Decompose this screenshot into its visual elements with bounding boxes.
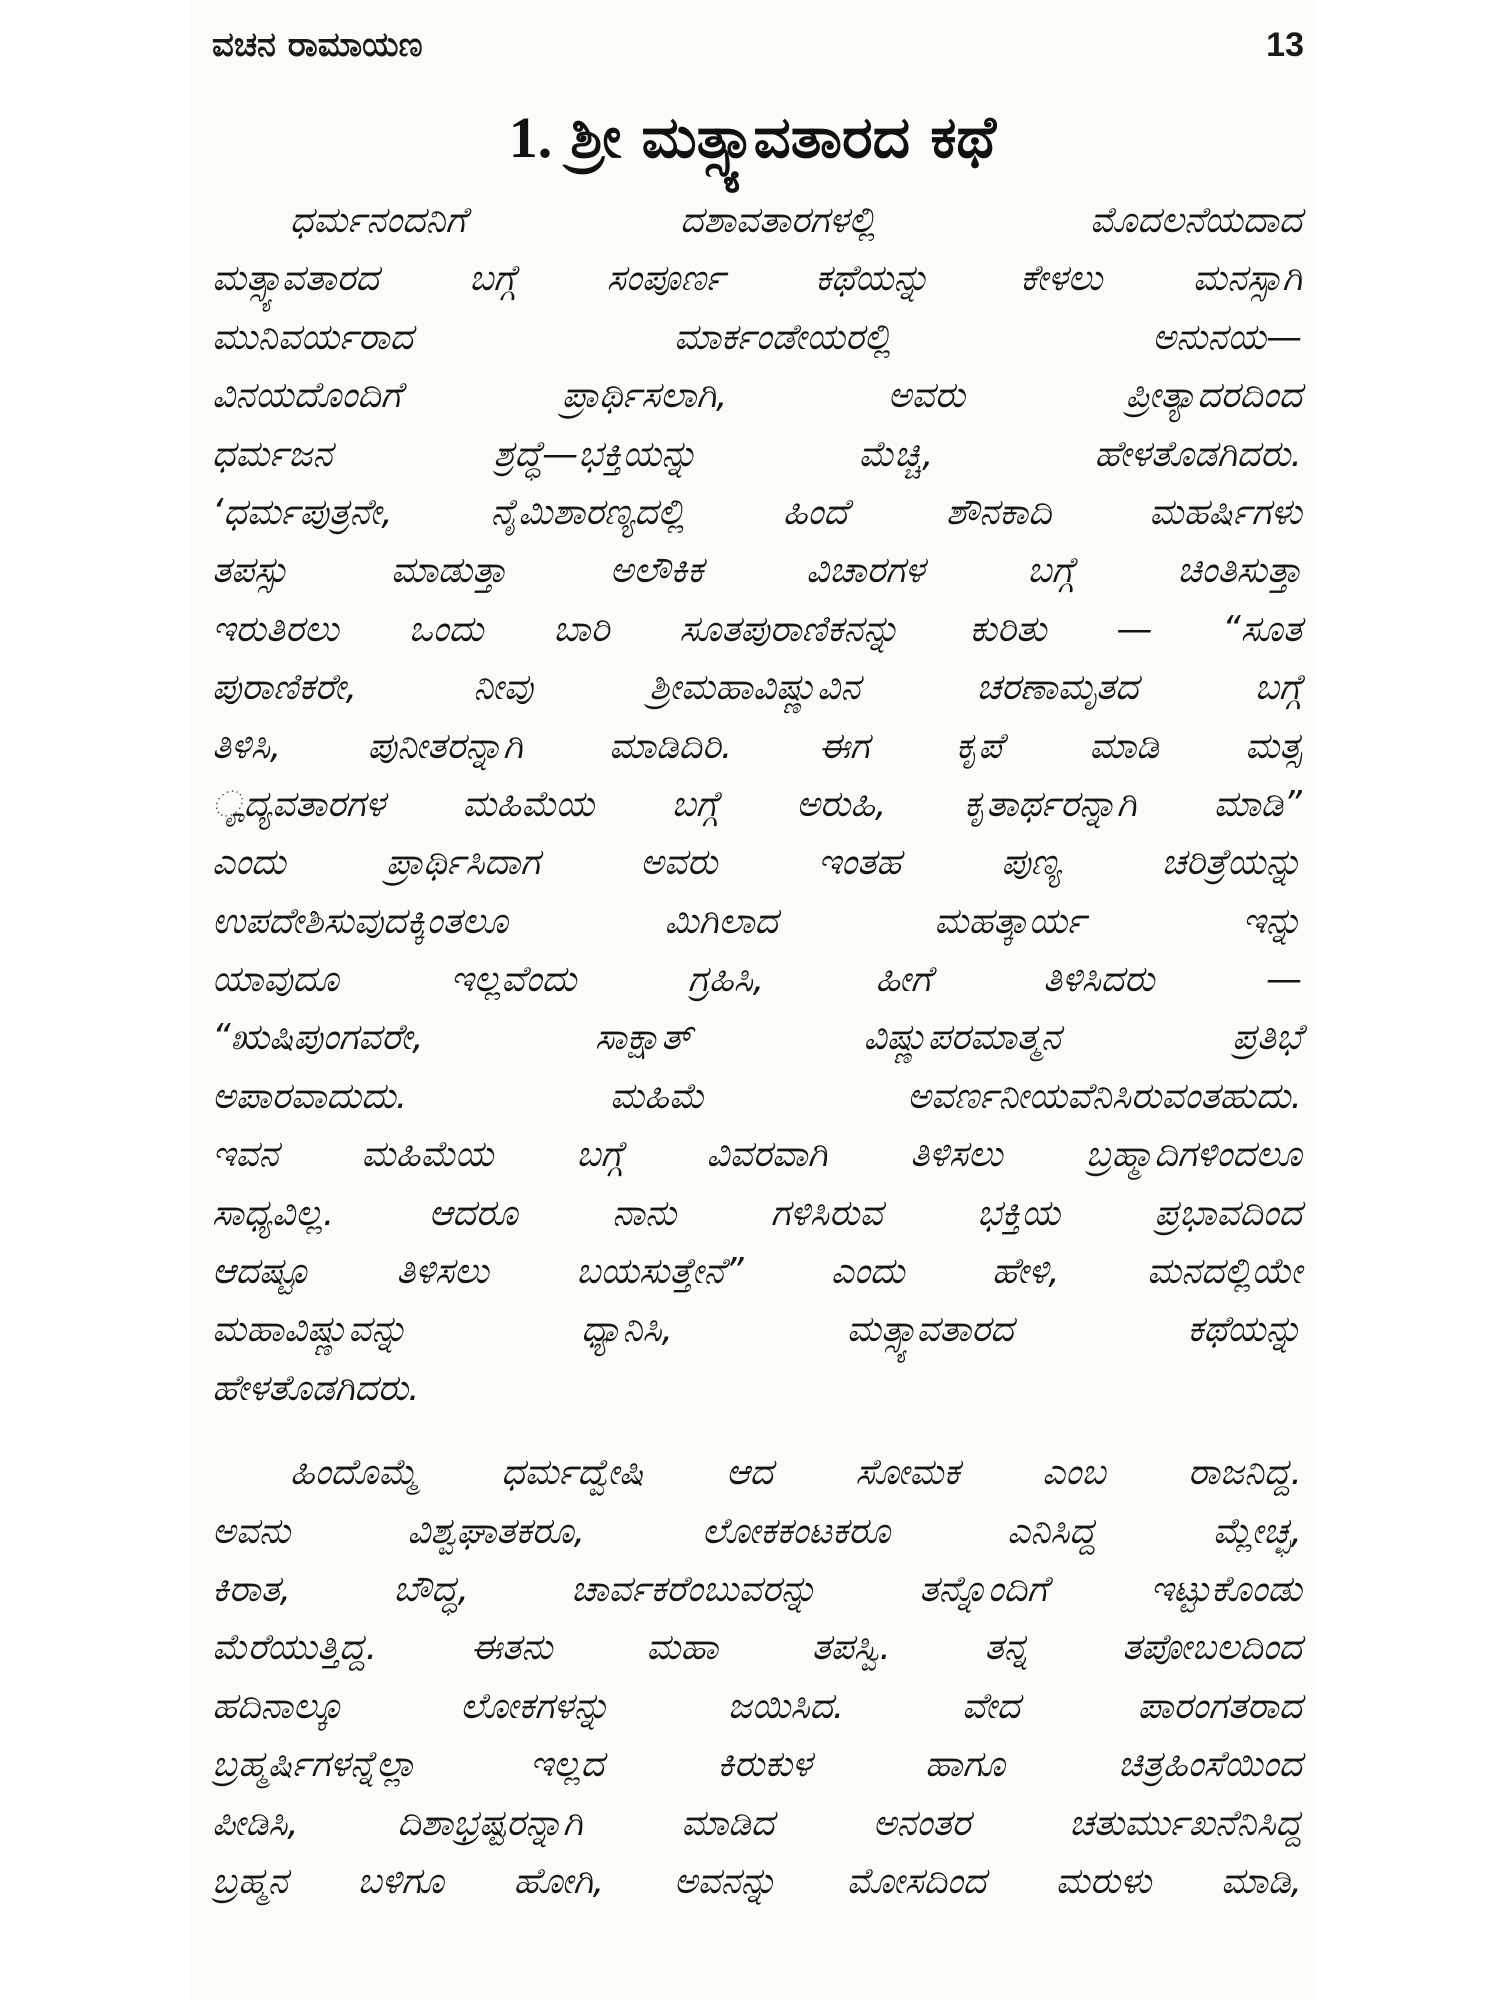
word: ಎಂದು bbox=[212, 842, 286, 884]
word: ಎಂದು bbox=[830, 1251, 905, 1293]
text-line bbox=[212, 784, 1302, 842]
text-line bbox=[212, 1134, 1302, 1192]
word: ತಿಳಿಸಲು bbox=[396, 1251, 489, 1293]
word: ಶೌನಕಾದಿ bbox=[946, 491, 1052, 533]
word: ಧರ್ಮನಂದನಿಗೆ bbox=[290, 200, 467, 241]
word: ಪ್ರಭಾವದಿಂದ bbox=[1154, 1192, 1302, 1234]
word: ಮಾಡಿದಿರಿ. bbox=[608, 725, 733, 767]
text-line bbox=[212, 1803, 1302, 1861]
word: ಮಾಡುತ್ತಾ bbox=[390, 550, 508, 592]
word: ಬಯಸುತ್ತೇನೆ” bbox=[576, 1251, 744, 1293]
word: ಚರಿತ್ರೆಯನ್ನು bbox=[1161, 842, 1302, 884]
word: ನಾನು bbox=[612, 1192, 677, 1234]
word: ಆದ bbox=[725, 1452, 773, 1494]
word: ಮತ್ಸ bbox=[1245, 725, 1302, 767]
word: ಈತನು bbox=[470, 1627, 553, 1669]
word: ಭಕ್ತಿಯ bbox=[976, 1192, 1061, 1234]
word: ಹೋಗಿ, bbox=[513, 1860, 605, 1902]
word: ಒಂದು bbox=[408, 608, 484, 650]
word: ಬ್ರಹ್ಮರ್ಷಿಗಳನ್ನೆಲ್ಲಾ bbox=[212, 1744, 417, 1786]
word: ಬೌದ್ಧ, bbox=[393, 1568, 469, 1610]
word: ರಾಜನಿದ್ದ. bbox=[1188, 1452, 1302, 1494]
word: ಹೇಳತೊಡಗಿದರು. bbox=[1094, 433, 1302, 475]
word: ಕೇಳಲು bbox=[1020, 258, 1103, 300]
word: ಪ್ರೀತ್ಯಾದರದಿಂದ bbox=[1125, 375, 1302, 417]
word: ಮನದಲ್ಲಿಯೇ bbox=[1146, 1251, 1302, 1293]
word: ಹಿಂದೊಮ್ಮೆ bbox=[290, 1452, 419, 1494]
word: ಮರುಳು bbox=[1055, 1860, 1152, 1902]
word: ಇಲ್ಲದ bbox=[529, 1744, 605, 1786]
word: ಹೀಗೆ bbox=[875, 959, 932, 1001]
word: ಅಲೌಕಿಕ bbox=[609, 550, 704, 592]
book-title: ವಚನ ರಾಮಾಯಣ bbox=[212, 25, 423, 65]
word: ಬಗ್ಗೆ bbox=[576, 1134, 624, 1176]
word: ಕಿರುಕುಳ bbox=[717, 1744, 812, 1786]
word: ಲೋಕಕಂಟಕರೂ bbox=[702, 1510, 891, 1552]
word: ಪ್ರಾರ್ಥಿಸಿದಾಗ bbox=[386, 842, 540, 884]
word: ಮಾರ್ಕಂಡೇಯರಲ್ಲಿ bbox=[673, 316, 892, 358]
word: ಸಾಧ್ಯವಿಲ್ಲ. bbox=[212, 1192, 335, 1234]
word: ಈಗ bbox=[818, 725, 870, 767]
word: ಸೋಮಕ bbox=[855, 1452, 960, 1494]
word: ಧ್ಯಾನಿಸಿ, bbox=[581, 1309, 673, 1351]
word: ಅವನನ್ನು bbox=[673, 1860, 778, 1902]
text-line bbox=[212, 1193, 1302, 1251]
word: ಮುನಿವರ್ಯರಾದ bbox=[212, 316, 414, 358]
word: ಬಗ್ಗೆ bbox=[671, 783, 719, 825]
word: ಮೆರೆಯುತ್ತಿದ್ದ. bbox=[212, 1627, 378, 1669]
text-line bbox=[212, 667, 1302, 725]
word: ಅರುಹಿ, bbox=[796, 783, 887, 825]
word: ಇಂತಹ bbox=[817, 842, 902, 884]
word: ತಿಳಿಸಲು bbox=[910, 1134, 1003, 1176]
word: ಗಳಿಸಿರುವ bbox=[770, 1192, 883, 1234]
word: ಬಳಿಗೂ bbox=[357, 1860, 444, 1902]
word: ಮಹತ್ಕಾರ್ಯ bbox=[934, 900, 1086, 942]
word: ಬಗ್ಗೆ bbox=[1254, 667, 1302, 709]
word: — bbox=[1265, 959, 1302, 1001]
word: ಅಪಾರವಾದುದು. bbox=[212, 1075, 408, 1117]
word: ಕಿರಾತ, bbox=[212, 1568, 292, 1610]
text-line bbox=[212, 1076, 1302, 1134]
word: ಅವರು bbox=[887, 375, 966, 417]
word: ದಿಶಾಭ್ರಷ್ಟರನ್ನಾಗಿ bbox=[397, 1802, 583, 1844]
word: “ಋಷಿಪುಂಗವರೇ, bbox=[212, 1017, 424, 1059]
word: ಇವನ bbox=[212, 1134, 279, 1176]
word: ವಿಷ್ಣುಪರಮಾತ್ಮನ bbox=[863, 1017, 1061, 1059]
word: ಮೋಸದಿಂದ bbox=[846, 1860, 987, 1902]
word: ಜಯಿಸಿದ. bbox=[727, 1685, 845, 1727]
word: ಮಹಾ bbox=[646, 1627, 719, 1669]
word: ಮಾಡಿ” bbox=[1213, 783, 1302, 825]
word: ಆದಷ್ಟೂ bbox=[212, 1251, 310, 1293]
text-line bbox=[212, 1368, 1302, 1426]
word: ಬ್ರಹ್ಮಾದಿಗಳಿಂದಲೂ bbox=[1085, 1134, 1302, 1176]
word: ಪಾರಂಗತರಾದ bbox=[1137, 1685, 1302, 1727]
word: ಮೊದಲನೆಯದಾದ bbox=[1089, 200, 1302, 241]
paragraph-gap bbox=[212, 1426, 1302, 1452]
word: ಅನಂತರ bbox=[872, 1802, 971, 1844]
text-line bbox=[212, 1017, 1302, 1075]
text-line bbox=[212, 434, 1302, 492]
word: ಆದರೂ bbox=[428, 1192, 518, 1234]
word: ಕೃಪೆ bbox=[955, 725, 1003, 767]
word: ಪೀಡಿಸಿ, bbox=[212, 1802, 299, 1844]
word: ತಪೋಬಲದಿಂದ bbox=[1122, 1627, 1302, 1669]
word: ಪುಣ್ಯ bbox=[1001, 842, 1062, 884]
word: ತಿಳಿಸಿದರು bbox=[1042, 959, 1155, 1001]
word: ಶ್ರೀಮಹಾವಿಷ್ಣುವಿನ bbox=[649, 667, 861, 709]
word: ಮಾಡಿ bbox=[1089, 725, 1159, 767]
text-line bbox=[212, 959, 1302, 1017]
word: ತನ್ನ bbox=[984, 1627, 1029, 1669]
text-line bbox=[212, 258, 1302, 316]
word: ಹಿಂದೆ bbox=[782, 491, 849, 533]
word: ಬಗ್ಗೆ bbox=[1027, 550, 1075, 592]
word: ವಿಶ್ವಘಾತಕರೂ, bbox=[407, 1510, 586, 1552]
text-line bbox=[212, 901, 1302, 959]
word: ನೈಮಿಶಾರಣ್ಯದಲ್ಲಿ bbox=[490, 491, 685, 533]
word: ಮಹಿಮೆ bbox=[609, 1075, 705, 1117]
word: ಮತ್ಸ್ಯಾವತಾರದ bbox=[212, 258, 379, 300]
word: ಚಿತ್ರಹಿಂಸೆಯಿಂದ bbox=[1118, 1744, 1302, 1786]
word: ಮಾಡಿದ bbox=[681, 1802, 775, 1844]
text-line bbox=[212, 1251, 1302, 1309]
word: ಬಾರಿ bbox=[553, 608, 610, 650]
word: ಇನ್ನು bbox=[1242, 900, 1302, 942]
word: ಮಹರ್ಷಿಗಳು bbox=[1149, 491, 1302, 533]
word: ಗ್ರಹಿಸಿ, bbox=[687, 959, 765, 1001]
word: ‘ಧರ್ಮಪುತ್ರನೇ, bbox=[212, 491, 393, 533]
word: — bbox=[1116, 608, 1153, 650]
chapter-title: ಶ್ರೀ ಮತ್ಸ್ಯಾವತಾರದ ಕಥೆ bbox=[570, 103, 997, 171]
text-line bbox=[212, 1744, 1302, 1802]
text-line bbox=[212, 375, 1302, 433]
word: ಯಾವುದೂ bbox=[212, 959, 339, 1001]
text-line bbox=[212, 492, 1302, 550]
word: ಬಗ್ಗೆ bbox=[469, 258, 517, 300]
word: ಮತ್ಸ್ಯಾವತಾರದ bbox=[846, 1309, 1014, 1351]
word: ವೇದ bbox=[961, 1685, 1020, 1727]
running-header bbox=[212, 20, 1312, 70]
word: ಸಾಕ್ಷಾತ್ bbox=[595, 1017, 693, 1059]
word: ಅವನು bbox=[212, 1510, 291, 1552]
word: ಕುರಿತು bbox=[969, 608, 1047, 650]
word: ಇಲ್ಲವೆಂದು bbox=[450, 959, 577, 1001]
word: ತನ್ನೊಂದಿಗೆ bbox=[919, 1568, 1048, 1610]
word: ಮನಸ್ಸಾಗಿ bbox=[1192, 258, 1302, 300]
word: ಮ್ಲೇಚ್ಛ, bbox=[1212, 1510, 1302, 1552]
word: ಮಿಗಿಲಾದ bbox=[664, 900, 778, 942]
text-line bbox=[212, 1627, 1302, 1685]
word: ಅನುನಯ— bbox=[1152, 316, 1302, 358]
word: ಉಪದೇಶಿಸುವುದಕ್ಕಿಂತಲೂ bbox=[212, 900, 508, 942]
word: ಕಥೆಯನ್ನು bbox=[815, 258, 930, 300]
word: ತಪಸ್ಸು bbox=[212, 550, 289, 592]
word: ಚಾರ್ವಕರೆಂಬುವರನ್ನು bbox=[571, 1568, 818, 1610]
word: ೄದ್ಯವತಾರಗಳ bbox=[212, 783, 385, 825]
text-line bbox=[212, 1861, 1302, 1919]
word: ಪ್ರತಿಭೆ bbox=[1232, 1017, 1302, 1059]
word: ಇರುತಿರಲು bbox=[212, 608, 339, 650]
word: ಬ್ರಹ್ಮನ bbox=[212, 1860, 288, 1902]
word: ಚಿಂತಿಸುತ್ತಾ bbox=[1177, 550, 1302, 592]
text-line bbox=[212, 550, 1302, 608]
text-line bbox=[212, 842, 1302, 900]
text-line bbox=[212, 609, 1302, 667]
word: “ಸೂತ bbox=[1222, 608, 1302, 650]
text-line bbox=[212, 1452, 1302, 1510]
word: ಹೇಳತೊಡಗಿದರು. bbox=[212, 1367, 420, 1409]
word: ತಪಸ್ವಿ. bbox=[811, 1627, 891, 1669]
word: ಮಾಡಿ, bbox=[1220, 1860, 1302, 1902]
word: ಹದಿನಾಲ್ಕೂ bbox=[212, 1685, 343, 1727]
word: ದಶಾವತಾರಗಳಲ್ಲಿ bbox=[680, 200, 876, 241]
text-line bbox=[212, 1511, 1302, 1569]
book-page bbox=[190, 0, 1315, 2000]
word: ಮಹಾವಿಷ್ಣುವನ್ನು bbox=[212, 1309, 408, 1351]
word: ಮೆಚ್ಚಿ, bbox=[858, 433, 934, 475]
word: ಮಹಿಮೆಯ bbox=[361, 1134, 494, 1176]
word: ಕೃತಾರ್ಥರನ್ನಾಗಿ bbox=[963, 783, 1137, 825]
word: ವಿನಯದೊಂದಿಗೆ bbox=[212, 375, 402, 417]
word: ಚತುರ್ಮುಖನೆನಿಸಿದ್ದ bbox=[1069, 1802, 1302, 1844]
word: ಎನಿಸಿದ್ದ bbox=[1007, 1510, 1096, 1552]
chapter-heading bbox=[190, 92, 1315, 183]
word: ಇಟ್ಟುಕೊಂಡು bbox=[1150, 1568, 1302, 1610]
word: ಅವರು bbox=[640, 842, 718, 884]
body-text bbox=[212, 200, 1302, 1919]
word: ವಿಚಾರಗಳ bbox=[805, 550, 925, 592]
word: ಅವರ್ಣನೀಯವೆನಿಸಿರುವಂತಹುದು. bbox=[907, 1075, 1302, 1117]
text-line bbox=[212, 1569, 1302, 1627]
word: ನೀವು bbox=[473, 667, 533, 709]
word: ಚರಣಾಮೃತದ bbox=[976, 667, 1139, 709]
word: ಸಂಪೂರ್ಣ bbox=[606, 258, 725, 300]
word: ಲೋಕಗಳನ್ನು bbox=[460, 1685, 610, 1727]
text-line bbox=[212, 726, 1302, 784]
word: ಪ್ರಾರ್ಥಿಸಲಾಗಿ, bbox=[561, 375, 728, 417]
word: ಹೇಳಿ, bbox=[991, 1251, 1060, 1293]
text-line bbox=[212, 200, 1302, 258]
word: ಧರ್ಮದ್ವೇಷಿ bbox=[501, 1452, 644, 1494]
word: ಪುನೀತರನ್ನಾಗಿ bbox=[367, 725, 523, 767]
word: ತಿಳಿಸಿ, bbox=[212, 725, 282, 767]
page-number: 13 bbox=[1266, 25, 1304, 64]
text-line bbox=[212, 317, 1302, 375]
word: ಮಹಿಮೆಯ bbox=[462, 783, 595, 825]
word: ಕಥೆಯನ್ನು bbox=[1187, 1309, 1302, 1351]
word: ಸೂತಪುರಾಣಿಕನನ್ನು bbox=[679, 608, 900, 650]
word: ಧರ್ಮಜನ bbox=[212, 433, 333, 475]
text-line bbox=[212, 1309, 1302, 1367]
word: ಹಾಗೂ bbox=[924, 1744, 1005, 1786]
word: ವಿವರವಾಗಿ bbox=[706, 1134, 828, 1176]
text-line bbox=[212, 1686, 1302, 1744]
chapter-number: 1. bbox=[508, 105, 553, 170]
word: ಶ್ರದ್ಧೆ—ಭಕ್ತಿಯನ್ನು bbox=[493, 433, 698, 475]
word: ಪುರಾಣಿಕರೇ, bbox=[212, 667, 358, 709]
word: ಎಂಬ bbox=[1042, 1452, 1106, 1494]
